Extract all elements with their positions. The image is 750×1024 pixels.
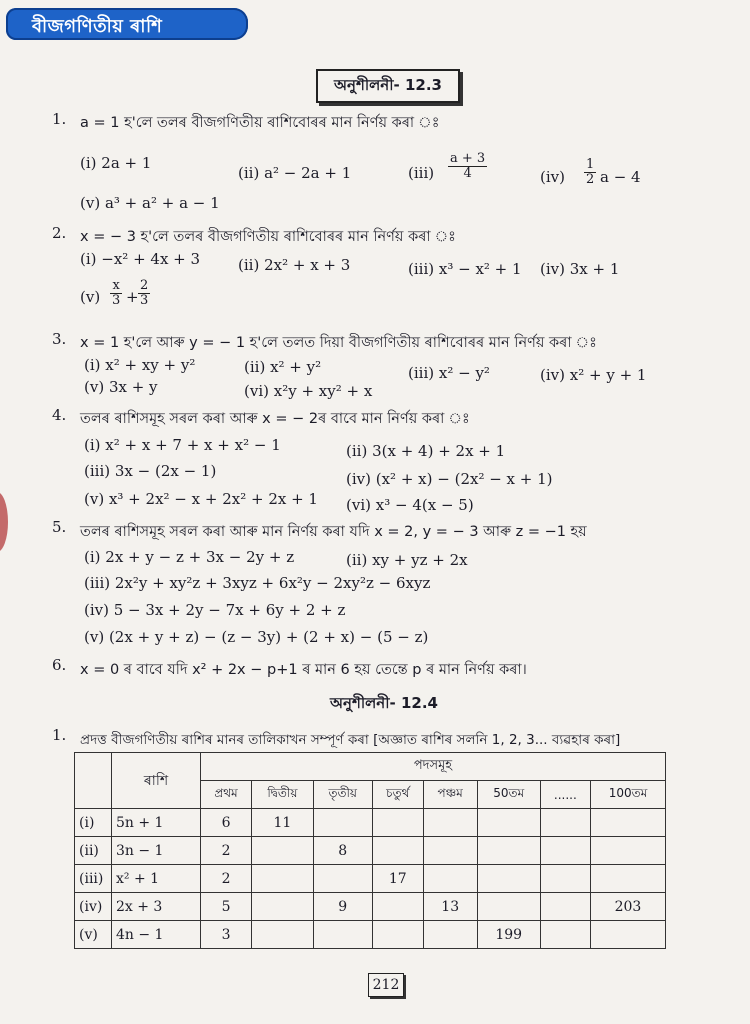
q2-item-ii: (ii) 2x² + x + 3	[238, 256, 351, 274]
q3-item-iii: (iii) x² − y²	[408, 364, 490, 382]
q1-text: a = 1 হ'লে তলৰ বীজগণিতীয় ৰাশিবোৰৰ মান নিৰ্ণয় কৰা ঃ	[80, 115, 440, 131]
q1-number: 1.	[52, 110, 67, 128]
q1-item-ii: (ii) a² − 2a + 1	[238, 164, 352, 182]
table-row	[75, 837, 666, 865]
q2-frac-a-den: 3	[112, 293, 121, 308]
q1-item-iv: (iv)	[540, 168, 565, 186]
term-cell: 199	[477, 921, 540, 949]
q7-text: প্ৰদত্ত বীজগণিতীয় ৰাশিৰ মানৰ তালিকাখন সম্পূৰ্ণ কৰা [অজ্ঞাত ৰাশিৰ সলনি 1, 2, 3... ব্যৱহাৰ কৰা]	[80, 732, 621, 748]
term-cell: 13	[423, 893, 477, 921]
term-cell	[590, 865, 665, 893]
values-table	[74, 752, 666, 949]
term-cell	[423, 921, 477, 949]
exercise-title-12-4: অনুশীলনী- 12.4	[330, 694, 438, 712]
term-cell: 11	[252, 809, 314, 837]
q3-text: x = 1 হ'লে আৰু y = − 1 হ'লে তলত দিয়া বীজগণিতীয় ৰাশিবোৰৰ মান নিৰ্ণয় কৰা ঃ	[80, 335, 597, 351]
q5-item-iv: (iv) 5 − 3x + 2y − 7x + 6y + 2 + z	[84, 601, 346, 619]
term-cell	[540, 921, 590, 949]
term-cell	[372, 809, 423, 837]
row-expression: 3n − 1	[112, 837, 201, 865]
q4-item-vi: (vi) x³ − 4(x − 5)	[346, 496, 474, 514]
q2-item-i: (i) −x² + 4x + 3	[80, 250, 201, 268]
q1-frac-iii-num: a + 3	[450, 151, 486, 166]
term-cell	[372, 893, 423, 921]
exercise-title-12-3: অনুশীলনী- 12.3	[316, 69, 460, 103]
q1-frac-iv-tail: a − 4	[600, 168, 641, 186]
q2-item-iv: (iv) 3x + 1	[540, 260, 620, 278]
q1-frac-iv-den: 2	[586, 172, 595, 187]
term-cell	[540, 865, 590, 893]
q5-item-ii: (ii) xy + yz + 2x	[346, 551, 468, 569]
page-number: 212	[368, 973, 404, 997]
term-cell	[477, 809, 540, 837]
q2-text: x = − 3 হ'লে তলৰ বীজগণিতীয় ৰাশিবোৰৰ মান নিৰ্ণয় কৰা ঃ	[80, 229, 456, 245]
q1-item-i: (i) 2a + 1	[80, 154, 152, 172]
term-cell: 5	[201, 893, 252, 921]
row-expression: 4n − 1	[112, 921, 201, 949]
subheader-cell: পঞ্চম	[423, 781, 477, 809]
term-cell	[313, 865, 372, 893]
q3-item-iv: (iv) x² + y + 1	[540, 366, 647, 384]
q7-number: 1.	[52, 726, 67, 744]
header-expression: ৰাশি	[112, 753, 201, 809]
row-label: (i)	[75, 809, 112, 837]
q5-item-i: (i) 2x + y − z + 3x − 2y + z	[84, 548, 295, 566]
q1-frac-iii-den: 4	[463, 166, 472, 181]
row-label: (v)	[75, 921, 112, 949]
q4-number: 4.	[52, 406, 67, 424]
term-cell	[590, 809, 665, 837]
q4-item-i: (i) x² + x + 7 + x + x² − 1	[84, 436, 281, 454]
q6-text: x = 0 ৰ বাবে যদি x² + 2x − p+1 ৰ মান 6 হয় তেন্তে p ৰ মান নিৰ্ণয় কৰা।	[80, 662, 527, 678]
term-cell	[590, 837, 665, 865]
q4-text: তলৰ ৰাশিসমূহ সৰল কৰা আৰু x = − 2ৰ বাবে মান নিৰ্ণয় কৰা ঃ	[80, 411, 470, 427]
q6-number: 6.	[52, 656, 67, 674]
row-label: (iii)	[75, 865, 112, 893]
table-row	[75, 893, 666, 921]
q1-frac-iv	[584, 158, 596, 187]
q5-item-iii: (iii) 2x²y + xy²z + 3xyz + 6x²y − 2xy²z − 6xyz	[84, 574, 431, 592]
q2-frac-a	[110, 279, 122, 308]
q2-item-iii: (iii) x³ − x² + 1	[408, 260, 522, 278]
subheader-cell: প্ৰথম	[201, 781, 252, 809]
term-cell: 203	[590, 893, 665, 921]
q5-number: 5.	[52, 518, 67, 536]
subheader-cell: 100তম	[590, 781, 665, 809]
term-cell	[540, 893, 590, 921]
table-row	[75, 865, 666, 893]
term-cell	[313, 921, 372, 949]
q1-frac-iii	[448, 152, 487, 181]
term-cell: 8	[313, 837, 372, 865]
table-corner-cell	[75, 753, 112, 809]
q2-number: 2.	[52, 224, 67, 242]
table-row	[75, 921, 666, 949]
term-cell	[590, 921, 665, 949]
table-row	[75, 809, 666, 837]
term-cell	[477, 865, 540, 893]
term-cell	[252, 865, 314, 893]
row-expression: 2x + 3	[112, 893, 201, 921]
row-expression: x² + 1	[112, 865, 201, 893]
q3-item-v: (v) 3x + y	[84, 378, 158, 396]
term-cell: 17	[372, 865, 423, 893]
q4-item-ii: (ii) 3(x + 4) + 2x + 1	[346, 442, 506, 460]
q2-plus: +	[126, 288, 139, 306]
term-cell: 2	[201, 837, 252, 865]
term-cell	[252, 837, 314, 865]
term-cell	[252, 921, 314, 949]
term-cell	[252, 893, 314, 921]
q3-item-ii: (ii) x² + y²	[244, 358, 322, 376]
term-cell	[477, 837, 540, 865]
term-cell	[313, 809, 372, 837]
term-cell	[477, 893, 540, 921]
term-cell	[423, 809, 477, 837]
term-cell: 2	[201, 865, 252, 893]
subheader-cell: তৃতীয়	[313, 781, 372, 809]
q1-frac-iv-num: 1	[586, 157, 595, 172]
term-cell: 9	[313, 893, 372, 921]
term-cell: 3	[201, 921, 252, 949]
q2-item-v: (v)	[80, 288, 101, 306]
row-expression: 5n + 1	[112, 809, 201, 837]
q2-frac-b-den: 3	[140, 293, 149, 308]
term-cell: 6	[201, 809, 252, 837]
q5-text: তলৰ ৰাশিসমূহ সৰল কৰা আৰু মান নিৰ্ণয় কৰা যদি x = 2, y = − 3 আৰু z = −1 হয়	[80, 524, 587, 540]
q2-frac-b	[138, 279, 150, 308]
term-cell	[423, 837, 477, 865]
q2-frac-a-num: x	[110, 279, 122, 294]
subheader-cell: চতুৰ্থ	[372, 781, 423, 809]
q3-number: 3.	[52, 330, 67, 348]
q3-item-i: (i) x² + xy + y²	[84, 356, 196, 374]
chapter-banner	[6, 8, 248, 40]
subheader-cell: ......	[540, 781, 590, 809]
q4-item-iv: (iv) (x² + x) − (2x² − x + 1)	[346, 470, 553, 488]
q3-item-vi: (vi) x²y + xy² + x	[244, 382, 373, 400]
table-header-row	[75, 753, 666, 781]
row-label: (ii)	[75, 837, 112, 865]
chapter-banner-text: বীজগণিতীয় ৰাশি	[32, 16, 163, 37]
term-cell	[540, 809, 590, 837]
page-edge-shadow	[0, 492, 8, 552]
row-label: (iv)	[75, 893, 112, 921]
header-terms: পদসমূহ	[201, 753, 666, 781]
term-cell	[372, 921, 423, 949]
q1-item-v: (v) a³ + a² + a − 1	[80, 194, 220, 212]
q4-item-v: (v) x³ + 2x² − x + 2x² + 2x + 1	[84, 490, 318, 508]
q5-item-v: (v) (2x + y + z) − (z − 3y) + (2 + x) − (5 − z)	[84, 628, 429, 646]
q1-item-iii: (iii)	[408, 164, 435, 182]
subheader-cell: দ্বিতীয়	[252, 781, 314, 809]
q2-frac-b-num: 2	[140, 278, 149, 293]
term-cell	[423, 865, 477, 893]
term-cell	[540, 837, 590, 865]
q4-item-iii: (iii) 3x − (2x − 1)	[84, 462, 217, 480]
subheader-cell: 50তম	[477, 781, 540, 809]
term-cell	[372, 837, 423, 865]
